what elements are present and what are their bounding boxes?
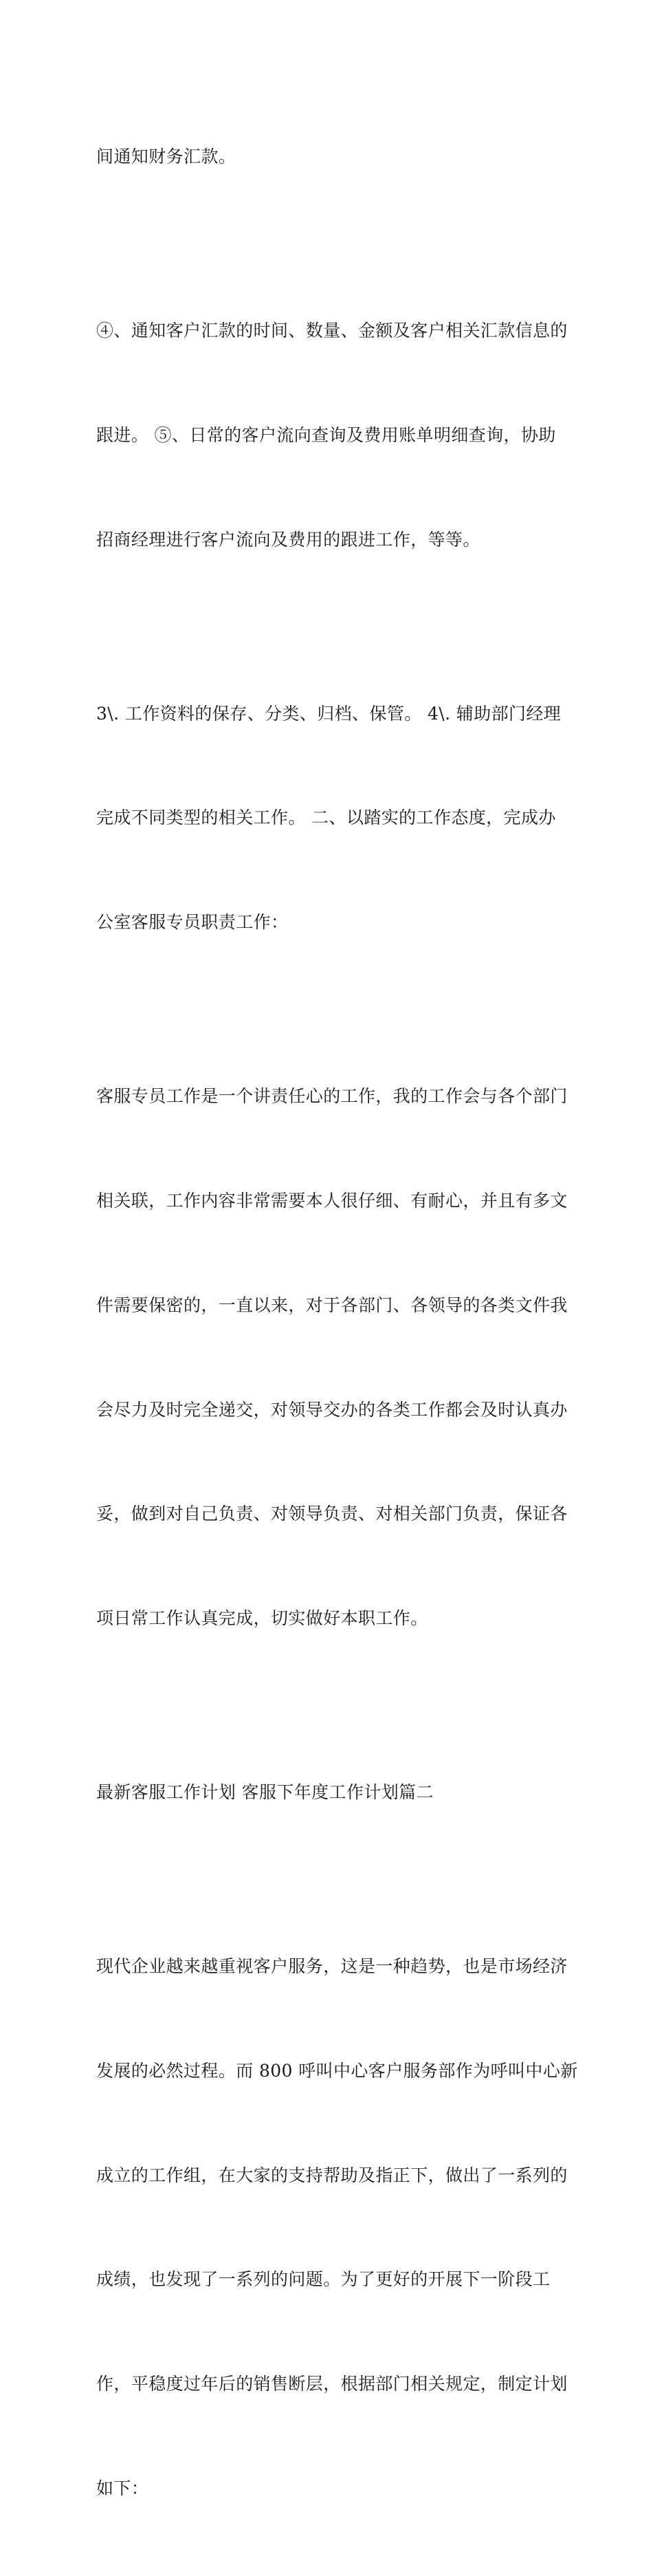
- text-line: 件需要保密的，一直以来，对于各部门、各领导的各类文件我: [96, 1295, 568, 1315]
- text-line: 客服专员工作是一个讲责任心的工作，我的工作会与各个部门: [96, 1086, 568, 1107]
- text-line: ④、通知客户汇款的时间、数量、金额及客户相关汇款信息的: [96, 321, 568, 341]
- text-line: 发展的必然过程。而 800 呼叫中心客户服务部作为呼叫中心新: [96, 2060, 578, 2081]
- text-line: 相关联，工作内容非常需要本人很仔细、有耐心，并且有多文: [96, 1191, 568, 1211]
- paragraph-1: [96, 70, 564, 244]
- text-line: 成绩，也发现了一系列的问题。为了更好的开展下一阶段工: [96, 2269, 551, 2290]
- text-line: 公室客服专员职责工作：: [96, 912, 289, 933]
- paragraph-6: [96, 1880, 578, 2576]
- paragraph-2: [96, 244, 568, 627]
- text-line: 间通知财务汇款。: [96, 147, 236, 167]
- text-line: 最新客服工作计划 客服下年度工作计划篇二: [96, 1782, 434, 1803]
- document-body: [96, 70, 578, 2576]
- text-line: 妥，做到对自己负责、对领导负责、对相关部门负责，保证各: [96, 1504, 568, 1524]
- text-line: 会尽力及时完全递交，对领导交办的各类工作都会及时认真办: [96, 1399, 568, 1420]
- paragraph-4: [96, 1010, 568, 1706]
- section-heading: [96, 1706, 564, 1880]
- text-line: 项日常工作认真完成，切实做好本职工作。: [96, 1608, 428, 1629]
- text-line: 作，平稳度过年后的销售断层，根据部门相关规定，制定计划: [96, 2374, 568, 2394]
- text-line: 跟进。 ⑤、日常的客户流向查询及费用账单明细查询，协助: [96, 424, 556, 445]
- text-line: 3\. 工作资料的保存、分类、归档、保管。 4\. 辅助部门经理: [96, 703, 562, 724]
- text-line: 招商经理进行客户流向及费用的跟进工作，等等。: [96, 529, 480, 550]
- paragraph-3: [96, 627, 564, 1010]
- text-line: 成立的工作组，在大家的支持帮助及指正下，做出了一系列的: [96, 2165, 568, 2185]
- text-line: 完成不同类型的相关工作。 二、以踏实的工作态度，完成办: [96, 808, 556, 828]
- text-line: 如下：: [96, 2478, 149, 2498]
- text-line: 现代企业越来越重视客户服务，这是一种趋势，也是市场经济: [96, 1956, 568, 1977]
